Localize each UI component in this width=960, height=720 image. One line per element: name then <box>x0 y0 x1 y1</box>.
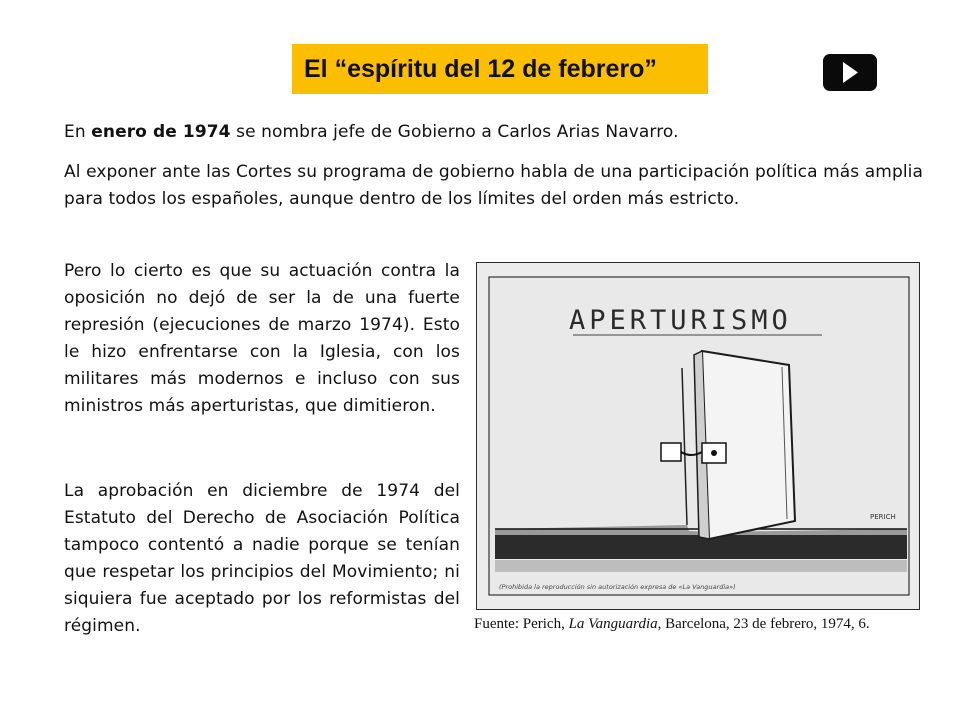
paragraph-intro: En enero de 1974 se nombra jefe de Gobierno a Carlos Arias Navarro. <box>64 122 679 142</box>
date-highlight: enero de 1974 <box>91 122 231 142</box>
play-icon <box>823 54 877 91</box>
cartoon-signature: PERICH <box>870 513 896 521</box>
image-caption: Fuente: Perich, La Vanguardia, Barcelona, 23 de febrero, 1974, 6. <box>474 616 870 632</box>
cartoon-footer: (Prohibida la reproducción sin autorización expresa de «La Vanguardia») <box>499 583 736 591</box>
cartoon-heading: APERTURISMO <box>569 305 792 336</box>
play-button[interactable] <box>823 54 877 91</box>
title-banner <box>292 44 708 94</box>
paragraph-statute: La aprobación en diciembre de 1974 del Estatuto del Derecho de Asociación Política tampoco contentó a nadie porque se tenían que respetar los principios del Movimiento; ni siquiera fue aceptado por los reformistas del régimen. <box>64 481 460 636</box>
paragraph-repression: Pero lo cierto es que su actuación contra la oposición no dejó de ser la de una fuerte represión (ejecuciones de marzo 1974). Esto le hizo enfrentarse con la Iglesia, con los militares más modernos e incluso con sus ministros más aperturistas, que dimitieron. <box>64 261 460 416</box>
cartoon-image <box>476 262 920 610</box>
paragraph-program: Al exponer ante las Cortes su programa de gobierno habla de una participación política más amplia para todos los españoles, aunque dentro de los límites del orden más estricto. <box>64 162 923 209</box>
caption-source-title: La Vanguardia <box>568 616 658 632</box>
slide-title: El “espíritu del 12 de febrero” <box>304 54 657 83</box>
